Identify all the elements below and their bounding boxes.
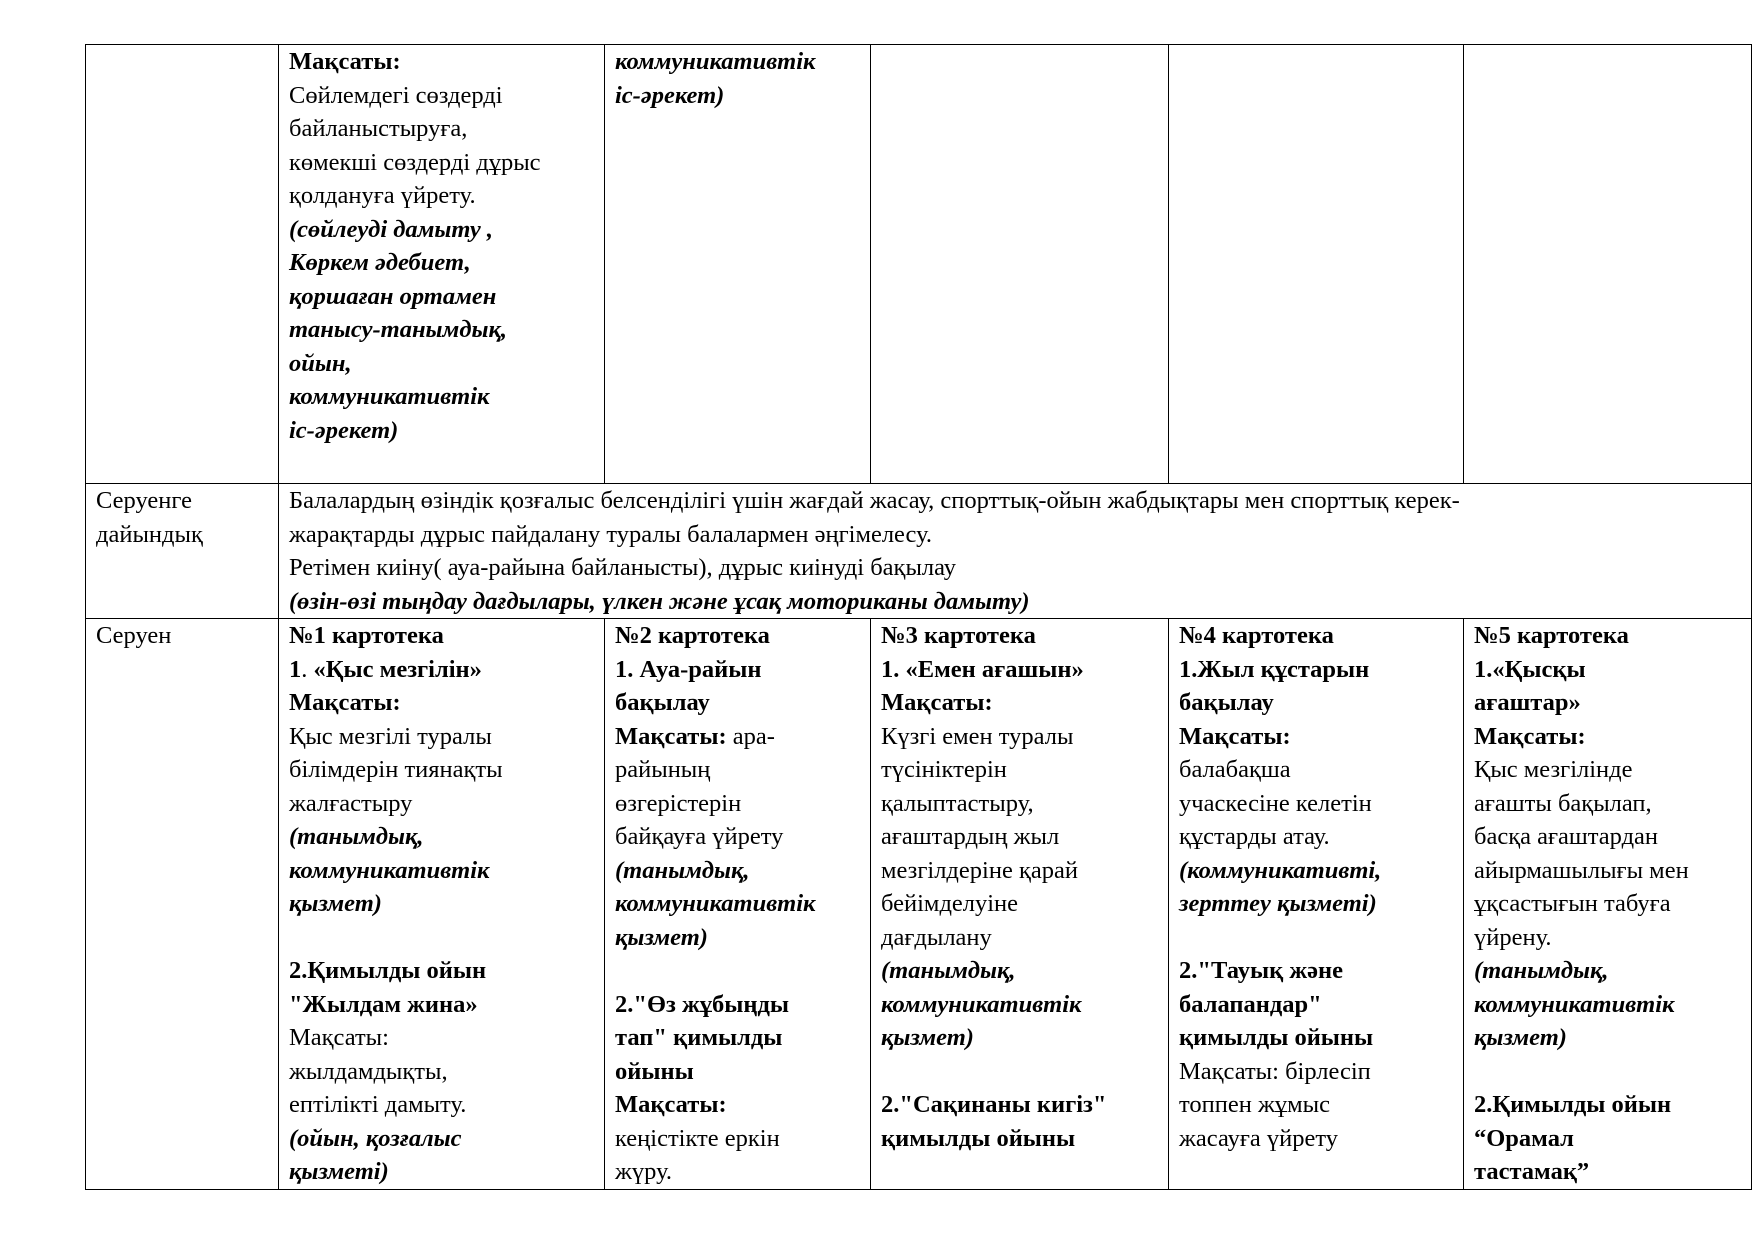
text-line: қызмет) [615, 923, 708, 951]
text-line: №1 картотека [289, 622, 444, 649]
text-line: мезгілдеріне қарай [881, 856, 1078, 884]
text-line: №4 картотека [1179, 622, 1334, 649]
walk-card-1 [279, 619, 605, 1190]
text-line: кеңістікте еркін [615, 1124, 780, 1152]
text-line: Қыс мезгілінде [1474, 756, 1633, 783]
text-line: зерттеу қызметі) [1179, 890, 1377, 917]
text-line: коммуникативтік [615, 48, 816, 75]
text-line: (танымдық, [289, 823, 424, 850]
text-line: (танымдық, [881, 957, 1016, 984]
text-line: жүру. [615, 1158, 673, 1185]
text-line: іс-әрекет) [615, 81, 725, 109]
text-line: Мақсаты: [289, 48, 401, 75]
text-line: танысу-танымдық, [289, 316, 508, 343]
text-line: Күзгі емен туралы [881, 722, 1074, 750]
text-line: ағаштардың жыл [881, 823, 1060, 850]
table-row-walk [86, 619, 1752, 1190]
text-line: №2 картотека [615, 622, 770, 649]
text-line: Мақсаты: [289, 689, 401, 716]
text-line: Мақсаты: [1474, 722, 1586, 750]
text-line: жарақтарды дұрыс пайдалану туралы балалармен әңгімелесу. [289, 520, 933, 548]
text-line: тап" қимылды [615, 1024, 783, 1051]
text-line: құстарды атау. [1179, 823, 1330, 850]
blank-line [1179, 921, 1463, 955]
text-line: 2.Қимылды ойын [1474, 1091, 1672, 1118]
text-run: 1 [289, 655, 302, 683]
text-line: жалғастыру [289, 789, 413, 817]
text-line: қызмет) [1474, 1024, 1567, 1051]
text-line: қимылды ойыны [881, 1124, 1076, 1152]
text-line: коммуникативтік [1474, 990, 1675, 1018]
text-line: (коммуникативті, [1179, 856, 1382, 884]
text-line: айырмашылығы мен [1474, 856, 1689, 884]
walk-preparation-content [279, 484, 1752, 619]
blank-line [289, 921, 604, 955]
text-line: байланыстыруға, [289, 115, 468, 142]
text-line: дайындық [96, 520, 203, 548]
text-line: “Орамал [1474, 1124, 1574, 1152]
text-line: Сөйлемдегі сөздерді [289, 81, 503, 109]
text-line: түсініктерін [881, 756, 1007, 783]
walk-card-2 [605, 619, 871, 1190]
text-line: Мақсаты: бірлесіп [1179, 1057, 1371, 1085]
blank-line [615, 954, 870, 988]
text-line: ептілікті дамыту. [289, 1091, 467, 1118]
blank-line [881, 1055, 1168, 1089]
text-line: қалыптастыру, [881, 789, 1034, 817]
blank-line [1474, 1055, 1751, 1089]
text-line: 2."Өз жұбыңды [615, 990, 790, 1018]
text-line: тастамақ” [1474, 1158, 1590, 1185]
text-line: байқауға үйрету [615, 823, 784, 850]
text-line: (сөйлеуді дамыту , [289, 215, 494, 243]
text-line: ағашты бақылап, [1474, 789, 1652, 817]
text-line: (танымдық, [615, 856, 750, 884]
text-line: 1.Жыл құстарын [1179, 655, 1370, 683]
daily-plan-table [85, 44, 1752, 1190]
text-line: бақылау [1179, 689, 1274, 716]
text-line: 2."Тауық және [1179, 957, 1343, 984]
text-line: райының [615, 756, 711, 783]
row1-label-cell [86, 45, 279, 484]
table-row-continuation [86, 45, 1752, 484]
text-line: ойын, [289, 349, 352, 377]
text-line: балабақша [1179, 756, 1291, 783]
text-line: балапандар" [1179, 990, 1322, 1018]
text-run: . [301, 655, 314, 683]
walk-card-5 [1464, 619, 1752, 1190]
text-line: (танымдық, [1474, 957, 1609, 984]
text-line: 1. Ауа-райын [615, 655, 762, 683]
text-line: коммуникативтік [289, 383, 490, 410]
text-line: учаскесіне келетін [1179, 789, 1372, 817]
text-line: 2.Қимылды ойын [289, 957, 487, 984]
walk-preparation-label [86, 484, 279, 619]
text-line: басқа ағаштардан [1474, 823, 1659, 850]
text-line: бақылау [615, 689, 710, 716]
text-line: 2."Сақинаны кигіз" [881, 1091, 1107, 1118]
text-line [289, 653, 604, 687]
text-line: дағдылану [881, 923, 992, 951]
text-line: 1.«Қысқы [1474, 655, 1586, 683]
text-line: №5 картотека [1474, 622, 1629, 649]
text-line: қызметі) [289, 1158, 389, 1185]
text-line: Серуен [96, 622, 172, 649]
text-line: іс-әрекет) [289, 416, 399, 444]
text-line: Қыс мезгілі туралы [289, 722, 492, 750]
walk-label [86, 619, 279, 1190]
text-line: қолдануға үйрету. [289, 182, 476, 209]
text-line [615, 720, 870, 754]
text-run: ара- [726, 722, 775, 750]
text-line: бейімделуіне [881, 890, 1019, 917]
walk-card-4 [1169, 619, 1464, 1190]
text-line: Балалардың өзіндік қозғалыс белсенділігі үшін жағдай жасау, спорттық-ойын жабдықтары мен спорттық керек- [289, 487, 1460, 514]
row1-cell-2 [279, 45, 605, 484]
text-line: Мақсаты: [615, 1091, 727, 1118]
text-line: үйрену. [1474, 923, 1552, 951]
text-line: (өзін-өзі тыңдау дағдылары, үлкен және ұсақ моториканы дамыту) [289, 587, 1030, 615]
text-line: 1. «Емен ағашын» [881, 655, 1084, 683]
text-line: көмекші сөздерді дұрыс [289, 148, 541, 176]
text-line: қоршаған ортамен [289, 282, 497, 310]
text-line: жылдамдықты, [289, 1057, 448, 1085]
text-run: Мақсаты: [615, 722, 727, 750]
text-line: Мақсаты: [881, 689, 993, 716]
text-line: Серуенге [96, 487, 192, 514]
table-row-walk-preparation [86, 484, 1752, 619]
row1-cell-5 [1169, 45, 1464, 484]
text-line: ұқсастығын табуға [1474, 890, 1671, 917]
text-line: Мақсаты: [1179, 722, 1291, 750]
text-line: Ретімен киіну( ауа-райына байланысты), дұрыс киінуді бақылау [289, 554, 957, 581]
text-line: "Жылдам жина» [289, 990, 478, 1018]
text-line: коммуникативтік [881, 990, 1082, 1018]
text-line: ойыны [615, 1057, 694, 1085]
text-line: Мақсаты: [289, 1024, 389, 1051]
row1-cell-3 [605, 45, 871, 484]
row1-cell-6 [1464, 45, 1752, 484]
row1-cell-4 [871, 45, 1169, 484]
text-line: қызмет) [289, 890, 382, 917]
text-line: Көркем әдебиет, [289, 249, 471, 276]
text-line: коммуникативтік [289, 856, 490, 884]
text-line: коммуникативтік [615, 890, 816, 917]
text-line: (ойын, қозғалыс [289, 1124, 462, 1152]
text-line: топпен жұмыс [1179, 1091, 1330, 1118]
walk-card-3 [871, 619, 1169, 1190]
text-run: «Қыс мезгілін» [313, 655, 482, 683]
text-line: өзгерістерін [615, 789, 742, 817]
text-line: жасауға үйрету [1179, 1124, 1339, 1152]
text-line: білімдерін тиянақты [289, 756, 503, 783]
text-line: қызмет) [881, 1024, 974, 1051]
text-line: №3 картотека [881, 622, 1036, 649]
text-line: ағаштар» [1474, 689, 1581, 716]
text-line: қимылды ойыны [1179, 1024, 1374, 1051]
